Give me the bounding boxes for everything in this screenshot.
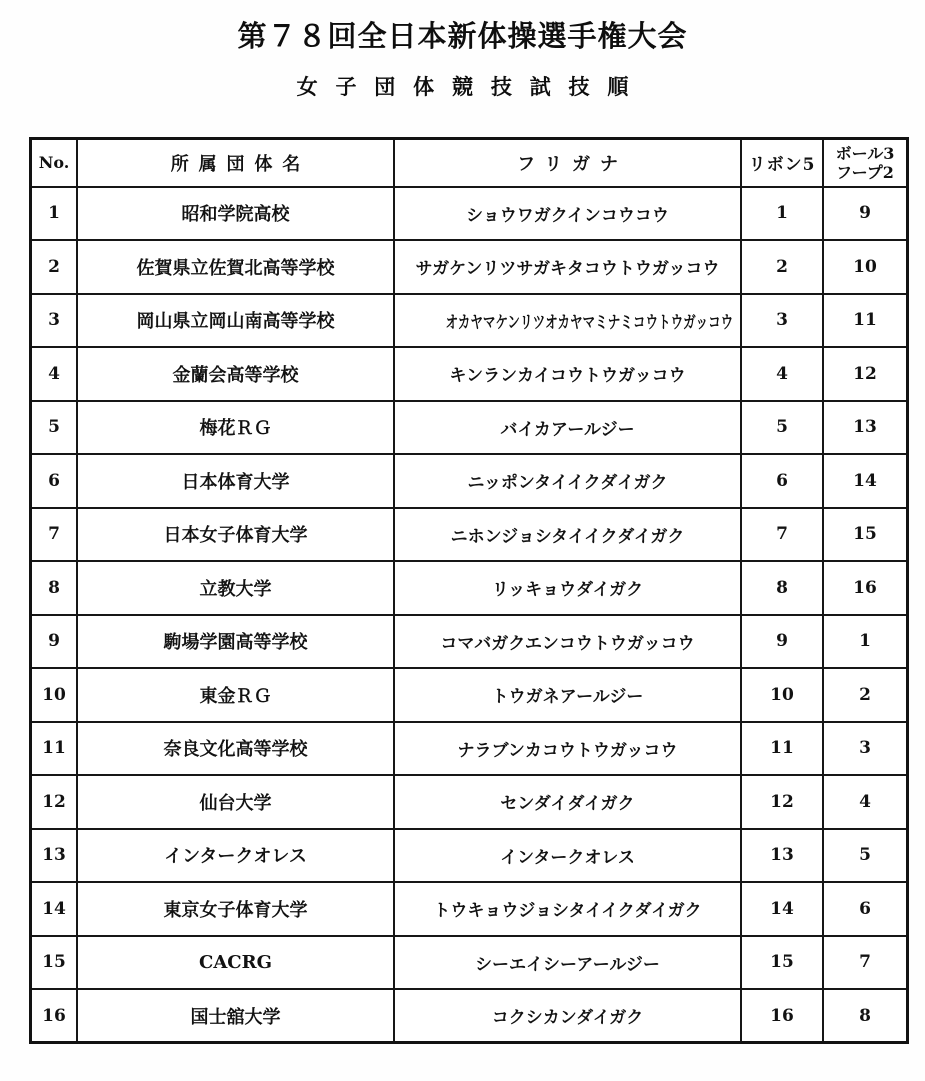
row-furigana: トウガネアールジー [394, 668, 741, 722]
row-ball-hoop: 12 [823, 347, 908, 401]
row-ball-hoop: 13 [823, 401, 908, 455]
row-ball-hoop: 15 [823, 508, 908, 562]
row-ball-hoop: 14 [823, 454, 908, 508]
row-ball-hoop: 11 [823, 294, 908, 348]
row-team-name: 東金ＲＧ [77, 668, 394, 722]
row-ribbon: 14 [741, 882, 823, 936]
table-row [31, 240, 908, 294]
row-furigana: トウキョウジョシタイイクダイガク [394, 882, 741, 936]
row-ribbon: 5 [741, 401, 823, 455]
row-no: 15 [31, 936, 78, 990]
row-no: 12 [31, 775, 78, 829]
row-team-name: 梅花ＲＧ [77, 401, 394, 455]
row-ball-hoop: 8 [823, 989, 908, 1043]
table-row [31, 454, 908, 508]
row-ball-hoop: 3 [823, 722, 908, 776]
row-furigana: ショウワガクインコウコウ [394, 187, 741, 241]
header-team-name: 所属団体名 [77, 139, 394, 187]
row-no: 13 [31, 829, 78, 883]
row-ball-hoop: 7 [823, 936, 908, 990]
row-ball-hoop: 9 [823, 187, 908, 241]
header-no: No. [31, 139, 78, 187]
table-row [31, 668, 908, 722]
table-row [31, 615, 908, 669]
page-subtitle: 女子団体競技試技順 [296, 74, 647, 99]
table-row [31, 187, 908, 241]
row-team-name: 日本女子体育大学 [77, 508, 394, 562]
row-no: 8 [31, 561, 78, 615]
row-furigana: センダイダイガク [394, 775, 741, 829]
table-row [31, 347, 908, 401]
row-no: 5 [31, 401, 78, 455]
row-team-name: 日本体育大学 [77, 454, 394, 508]
row-no: 1 [31, 187, 78, 241]
table-row [31, 401, 908, 455]
table-row [31, 508, 908, 562]
row-furigana: サガケンリツサガキタコウトウガッコウ [394, 240, 741, 294]
row-team-name: 昭和学院高校 [77, 187, 394, 241]
table-header [31, 139, 908, 187]
row-ball-hoop: 16 [823, 561, 908, 615]
table-body [31, 187, 908, 1043]
row-furigana: バイカアールジー [394, 401, 741, 455]
row-ribbon: 3 [741, 294, 823, 348]
row-no: 11 [31, 722, 78, 776]
row-furigana-condensed-text: オカヤマケンリツオカヤマミナミコウトウガッコウ [445, 312, 734, 333]
header-ribbon-5: リボン5 [741, 139, 823, 187]
row-ribbon: 12 [741, 775, 823, 829]
table-row [31, 294, 908, 348]
row-no: 3 [31, 294, 78, 348]
row-ribbon: 9 [741, 615, 823, 669]
row-team-name: 岡山県立岡山南高等学校 [77, 294, 394, 348]
table-row [31, 936, 908, 990]
start-order-table [29, 137, 909, 1044]
row-ribbon: 1 [741, 187, 823, 241]
row-no: 9 [31, 615, 78, 669]
row-team-name: 国士舘大学 [77, 989, 394, 1043]
row-ribbon: 15 [741, 936, 823, 990]
header-row [31, 139, 908, 187]
table-row [31, 561, 908, 615]
row-ball-hoop: 5 [823, 829, 908, 883]
table-row [31, 722, 908, 776]
header-ball3-hoop2 [823, 139, 908, 187]
row-ball-hoop: 2 [823, 668, 908, 722]
row-team-name: 駒場学園高等学校 [77, 615, 394, 669]
row-no: 16 [31, 989, 78, 1043]
table-row [31, 829, 908, 883]
row-furigana: シーエイシーアールジー [394, 936, 741, 990]
row-ribbon: 6 [741, 454, 823, 508]
row-ball-hoop: 4 [823, 775, 908, 829]
row-ribbon: 10 [741, 668, 823, 722]
header-ball3-line: ボール3 [835, 143, 895, 163]
row-furigana: ニッポンタイイクダイガク [394, 454, 741, 508]
page-title: 第７８回全日本新体操選手権大会 [237, 19, 688, 53]
row-furigana: コマバガクエンコウトウガッコウ [394, 615, 741, 669]
row-team-name: 奈良文化高等学校 [77, 722, 394, 776]
row-no: 6 [31, 454, 78, 508]
row-ribbon: 8 [741, 561, 823, 615]
row-no: 4 [31, 347, 78, 401]
row-ball-hoop: 1 [823, 615, 908, 669]
row-team-name: 佐賀県立佐賀北高等学校 [77, 240, 394, 294]
row-furigana: リッキョウダイガク [394, 561, 741, 615]
row-no: 2 [31, 240, 78, 294]
row-furigana: コクシカンダイガク [394, 989, 741, 1043]
header-hoop2-line: フープ2 [836, 162, 894, 182]
row-ribbon: 4 [741, 347, 823, 401]
row-furigana: ナラブンカコウトウガッコウ [394, 722, 741, 776]
row-ribbon: 2 [741, 240, 823, 294]
row-ribbon: 13 [741, 829, 823, 883]
row-ribbon: 16 [741, 989, 823, 1043]
row-ball-hoop: 10 [823, 240, 908, 294]
table-row [31, 882, 908, 936]
row-team-name: 立教大学 [77, 561, 394, 615]
row-no: 14 [31, 882, 78, 936]
row-ball-hoop: 6 [823, 882, 908, 936]
row-team-name: 東京女子体育大学 [77, 882, 394, 936]
row-ribbon: 11 [741, 722, 823, 776]
row-team-name: インタークオレス [77, 829, 394, 883]
row-furigana: インタークオレス [394, 829, 741, 883]
row-no: 10 [31, 668, 78, 722]
table-row [31, 775, 908, 829]
table-row [31, 989, 908, 1043]
row-furigana: キンランカイコウトウガッコウ [394, 347, 741, 401]
row-furigana [394, 294, 741, 348]
row-ribbon: 7 [741, 508, 823, 562]
row-no: 7 [31, 508, 78, 562]
row-team-name: CACRG [77, 936, 394, 990]
row-team-name: 金蘭会高等学校 [77, 347, 394, 401]
row-furigana: ニホンジョシタイイクダイガク [394, 508, 741, 562]
row-team-name: 仙台大学 [77, 775, 394, 829]
header-furigana: フリガナ [394, 139, 741, 187]
